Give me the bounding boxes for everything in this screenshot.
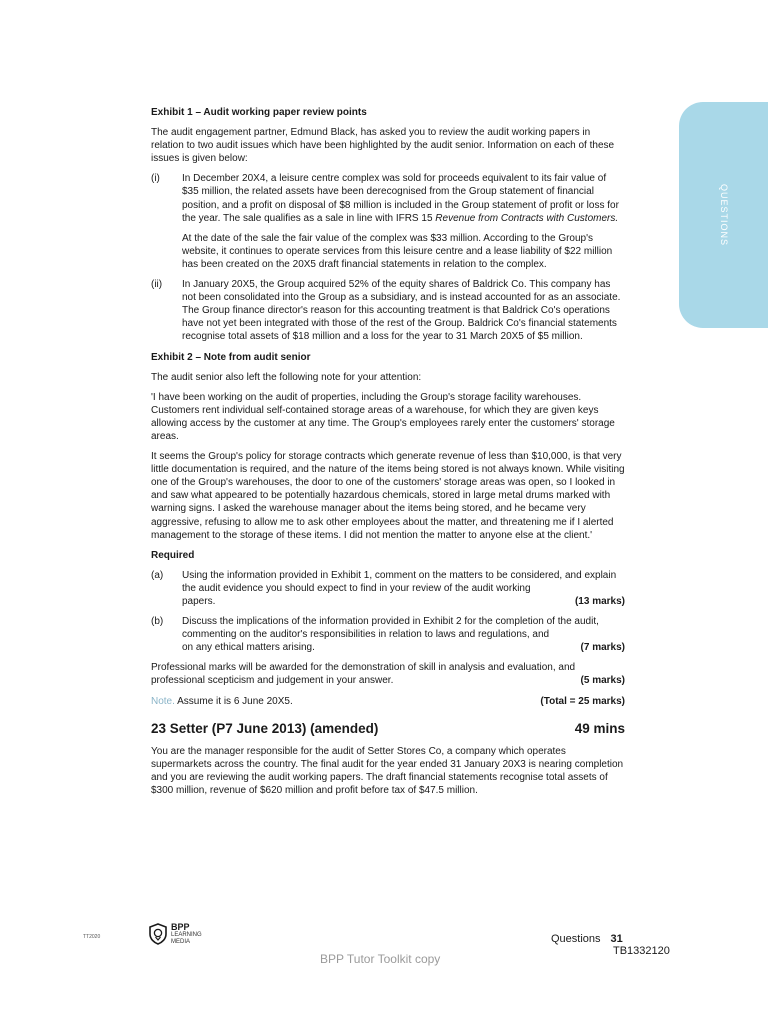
standard-title: Revenue from Contracts with Customers.: [435, 212, 619, 224]
page-footer: [551, 933, 623, 945]
note-label: Note.: [151, 695, 175, 707]
exhibit1-intro: The audit engagement partner, Edmund Black, has asked you to review the audit working papers in relation to two audit issues which have been highlighted by the audit senior. Information on each of these issues is given below:: [151, 127, 615, 165]
item-text: Using the information provided in Exhibit 1, comment on the matters to be considered, and explain the audit evidence you should expect to find in your review of the audit working: [182, 569, 617, 594]
exhibit1-item-i: [151, 172, 625, 271]
logo-line1: LEARNING: [171, 932, 202, 938]
exhibit2-intro: The audit senior also left the following note for your attention:: [151, 371, 422, 383]
question-23-heading: [151, 722, 625, 735]
exhibit1-heading: Exhibit 1 – Audit working paper review points: [151, 107, 367, 118]
item-text: Discuss the implications of the information provided in Exhibit 2 for the completion of the audit, commenting on the auditor's responsibilities in relation to laws and regulations, and: [182, 616, 599, 641]
item-paragraph: At the date of the sale the fair value of the complex was $33 million. According to the Group's website, it continues to operate services from this leisure centre and a lease liability of $22 million has been created on the 20X5 draft financial statements in relation to the complex.: [182, 232, 613, 270]
marks-value: (13 marks): [574, 596, 625, 607]
marks-line: [182, 641, 625, 654]
logo-line2: MEDIA: [171, 939, 191, 945]
side-tab-label: QUESTIONS: [718, 183, 729, 247]
item-label: (b): [151, 616, 164, 628]
professional-text: Professional marks will be awarded for the demonstration of skill in analysis and evaluation, and: [151, 662, 576, 674]
note-text: Assume it is 6 June 20X5.: [174, 695, 293, 707]
logo-text: [171, 922, 202, 946]
marks-value: (7 marks): [580, 642, 625, 654]
watermark: BPP Tutor Toolkit copy: [320, 952, 441, 966]
marks-line: [151, 674, 625, 687]
note: [151, 695, 293, 708]
bpp-logo: [149, 922, 202, 946]
question-title: 23 Setter (P7 June 2013) (amended): [151, 720, 379, 736]
item-label: (a): [151, 569, 164, 581]
item-text: In December 20X4, a leisure centre complex was sold for proceeds equivalent to its fair value of $35 million, the related assets have been derecognised from the Group statement of financial position, and a profit on disposal of $8 million is included in the Group statement of profit or loss for the year. The sale qualifies as a sale in line with IFRS 15: [182, 173, 619, 224]
item-text-end: papers.: [182, 596, 216, 607]
item-paragraph: In January 20X5, the Group acquired 52% of the equity shares of Baldrick Co. This company has not been consolidated into the Group as a subsidiary, and is instead accounted for as an associate. The Group finance director's reason for this accounting treatment is that Baldrick Co's operations have not yet been integrated with those of the rest of the Group. Baldrick Co's financial statements recognise total assets of $18 million and a loss for the year to 31 March 20X5 of $5 million.: [182, 279, 621, 343]
lion-shield-icon: [149, 923, 167, 945]
professional-text-end: professional scepticism and judgement in your answer.: [151, 675, 394, 687]
page-content: [151, 106, 625, 804]
item-text-end: on any ethical matters arising.: [182, 642, 315, 654]
item-paragraph: [182, 172, 625, 224]
exhibit2-heading: Exhibit 2 – Note from audit senior: [151, 351, 311, 363]
required-item-a: [151, 569, 625, 608]
page-number: 31: [610, 933, 623, 945]
logo-name: BPP: [171, 922, 190, 932]
exhibit2-paragraph-1: 'I have been working on the audit of properties, including the Group's storage facility warehouses. Customers rent individual self-contained storage areas of a warehouse, for which they are given keys allowing access by the customer at any time. The Group's employees rarely enter the customers' storage areas.: [151, 391, 615, 442]
item-label: (ii): [151, 279, 163, 291]
item-label: (i): [151, 173, 160, 185]
professional-marks: [151, 661, 625, 687]
section-label: Questions: [551, 933, 601, 945]
exhibit1-item-ii: [151, 278, 625, 343]
required-item-b: [151, 615, 625, 654]
marks-line: [182, 595, 625, 608]
questions-side-tab: [679, 102, 768, 328]
marks-value: (5 marks): [580, 675, 625, 687]
footer-code-small: TT2020: [83, 934, 101, 940]
document-code: TB1332120: [613, 945, 670, 957]
required-heading: Required: [151, 549, 195, 561]
total-marks: (Total = 25 marks): [540, 695, 625, 707]
question-time: 49 mins: [574, 720, 625, 736]
note-row: [151, 695, 625, 708]
exhibit2-paragraph-2: It seems the Group's policy for storage contracts which generate revenue of less than $10,000, is that very little documentation is required, and the nature of the items being stored is not always known. While visiting one of the Group's warehouses, the door to one of the customers' storage areas was open, so I looked in and saw what appeared to be potentially hazardous chemicals, stored in large metal drums marked with warning signs. I asked the warehouse manager about the items being stored, and he became very aggressive, refusing to allow me to ask other employees about the matter, and threatening me if I alerted management to the storage of these items. I did not mention the matter to anyone else at the client.': [151, 451, 625, 541]
question-23-text: You are the manager responsible for the audit of Setter Stores Co, a company which operates supermarkets across the country. The final audit for the year ended 31 January 20X3 is nearing completion and you are reviewing the audit working papers. The draft financial statements recognise total assets of $300 million, revenue of $620 million and profit before tax of $47.5 million.: [151, 745, 624, 797]
